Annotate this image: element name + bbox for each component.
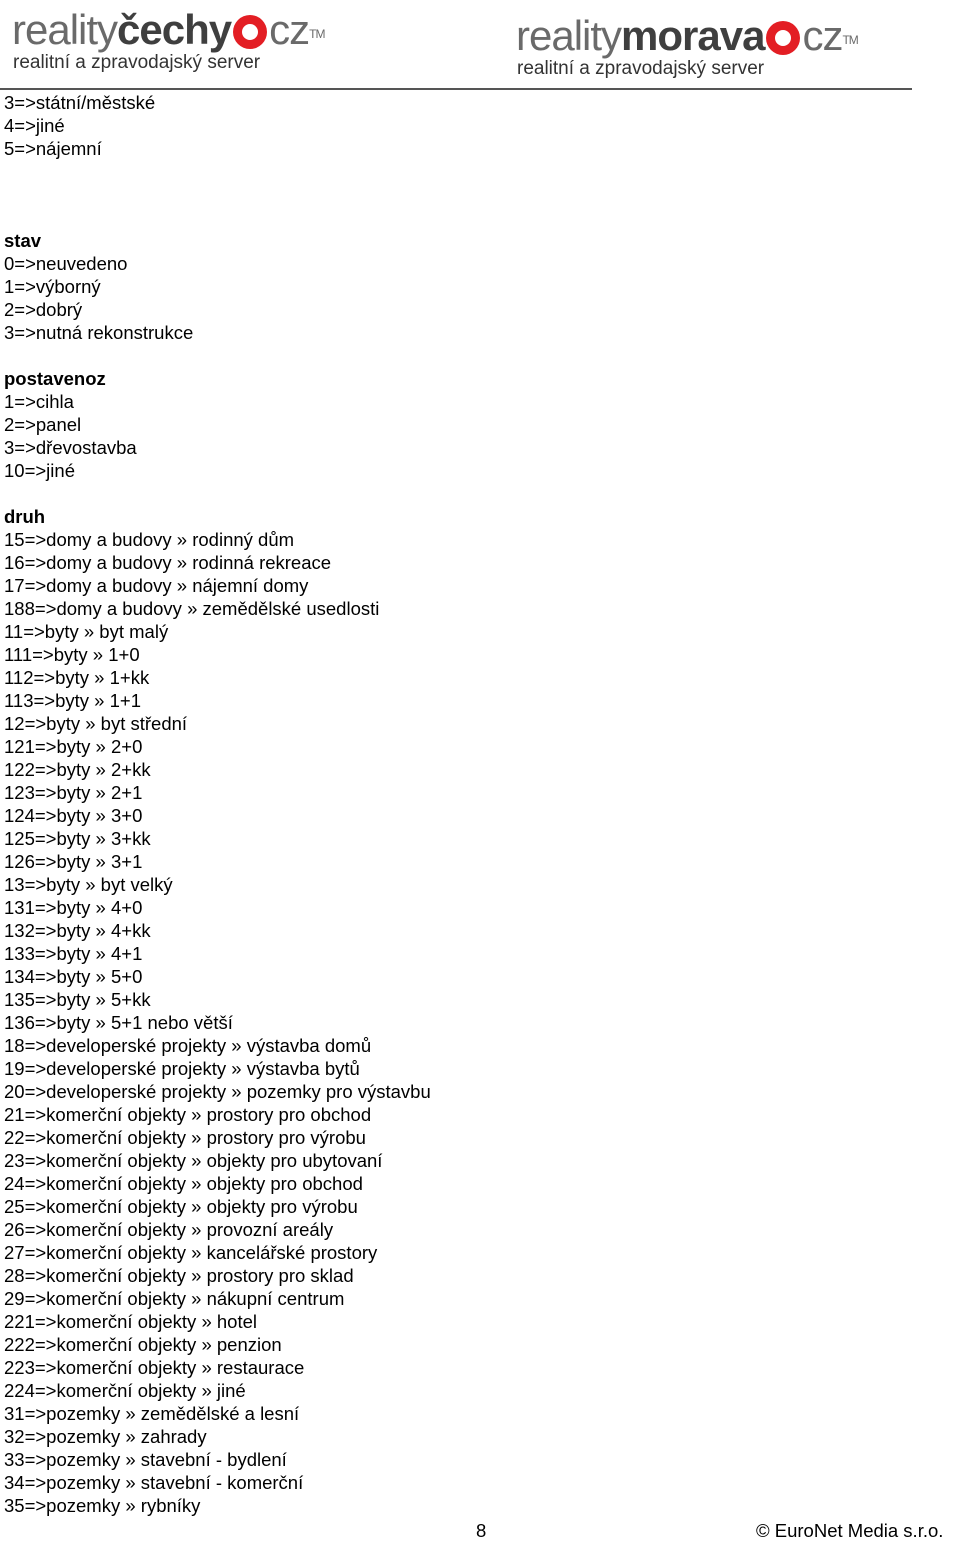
list-item: 13=>byty » byt velký	[4, 874, 173, 895]
list-item: 2=>dobrý	[4, 299, 83, 320]
list-item: 32=>pozemky » zahrady	[4, 1426, 207, 1447]
list-item: 136=>byty » 5+1 nebo větší	[4, 1012, 233, 1033]
list-item: 121=>byty » 2+0	[4, 736, 143, 757]
realitycechy-logo[interactable]	[12, 6, 324, 74]
list-item: 31=>pozemky » zemědělské a lesní	[4, 1403, 300, 1424]
list-item: 111=>byty » 1+0	[4, 644, 140, 665]
list-item: 123=>byty » 2+1	[4, 782, 143, 803]
list-item: 24=>komerční objekty » objekty pro obchod	[4, 1173, 363, 1194]
spacer	[4, 482, 904, 505]
logo-prefix: reality	[12, 6, 118, 53]
logo-wordmark	[516, 12, 858, 60]
list-item: 3=>nutná rekonstrukce	[4, 322, 194, 343]
page-header	[0, 0, 960, 92]
logo-brand: čechy	[117, 6, 232, 53]
list-item: 12=>byty » byt střední	[4, 713, 188, 734]
list-item: 16=>domy a budovy » rodinná rekreace	[4, 552, 332, 573]
list-item: 224=>komerční objekty » jiné	[4, 1380, 246, 1401]
list-item: 11=>byty » byt malý	[4, 621, 169, 642]
list-item: 15=>domy a budovy » rodinný dům	[4, 529, 295, 550]
logo-dot-icon	[766, 21, 800, 55]
list-item: 1=>výborný	[4, 276, 101, 297]
list-item: 34=>pozemky » stavební - komerční	[4, 1472, 304, 1493]
copyright-notice: © EuroNet Media s.r.o.	[756, 1520, 944, 1541]
spacer	[4, 344, 904, 367]
page-number: 8	[476, 1520, 487, 1541]
list-item: 3=>státní/městské	[4, 92, 156, 113]
list-item: 20=>developerské projekty » pozemky pro výstavbu	[4, 1081, 431, 1102]
logo-tagline: realitní a zpravodajský server	[517, 58, 765, 79]
logo-trademark: TM	[309, 27, 325, 41]
logo-wordmark	[12, 6, 324, 54]
logo-dot-icon	[233, 15, 267, 49]
list-item: 188=>domy a budovy » zemědělské usedlosti	[4, 598, 380, 619]
list-item: 135=>byty » 5+kk	[4, 989, 151, 1010]
list-item: 35=>pozemky » rybníky	[4, 1495, 201, 1516]
list-item: 25=>komerční objekty » objekty pro výrobu	[4, 1196, 358, 1217]
list-item: 126=>byty » 3+1	[4, 851, 143, 872]
list-item: 122=>byty » 2+kk	[4, 759, 151, 780]
list-item: 18=>developerské projekty » výstavba domů	[4, 1035, 372, 1056]
list-item: 23=>komerční objekty » objekty pro ubytovaní	[4, 1150, 383, 1171]
list-item: 5=>nájemní	[4, 138, 102, 159]
list-item: 2=>panel	[4, 414, 82, 435]
list-item: 33=>pozemky » stavební - bydlení	[4, 1449, 287, 1470]
list-item: 26=>komerční objekty » provozní areály	[4, 1219, 334, 1240]
list-item: 221=>komerční objekty » hotel	[4, 1311, 257, 1332]
list-item: 223=>komerční objekty » restaurace	[4, 1357, 305, 1378]
logo-brand: morava	[621, 12, 765, 59]
list-item: 134=>byty » 5+0	[4, 966, 143, 987]
section-title-postavenoz: postavenoz	[4, 368, 106, 389]
list-item: 112=>byty » 1+kk	[4, 667, 150, 688]
logo-suffix: cz	[269, 6, 310, 53]
list-item: 113=>byty » 1+1	[4, 690, 141, 711]
list-item: 22=>komerční objekty » prostory pro výrobu	[4, 1127, 366, 1148]
list-item: 4=>jiné	[4, 115, 65, 136]
spacer	[4, 160, 904, 229]
realitymorava-logo[interactable]	[516, 12, 858, 80]
list-item: 131=>byty » 4+0	[4, 897, 143, 918]
logo-trademark: TM	[842, 33, 858, 47]
section-title-druh: druh	[4, 506, 46, 527]
logo-prefix: reality	[516, 12, 622, 59]
list-item: 19=>developerské projekty » výstavba bytů	[4, 1058, 360, 1079]
logo-suffix: cz	[802, 12, 843, 59]
list-item: 10=>jiné	[4, 460, 75, 481]
document-body	[4, 91, 904, 1517]
header-divider	[0, 88, 912, 90]
list-item: 1=>cihla	[4, 391, 74, 412]
logo-tagline: realitní a zpravodajský server	[13, 52, 261, 73]
list-item: 21=>komerční objekty » prostory pro obchod	[4, 1104, 372, 1125]
list-item: 27=>komerční objekty » kancelářské prostory	[4, 1242, 378, 1263]
list-item: 29=>komerční objekty » nákupní centrum	[4, 1288, 345, 1309]
list-item: 132=>byty » 4+kk	[4, 920, 151, 941]
list-item: 3=>dřevostavba	[4, 437, 137, 458]
section-title-stav: stav	[4, 230, 42, 251]
list-item: 222=>komerční objekty » penzion	[4, 1334, 282, 1355]
list-item: 125=>byty » 3+kk	[4, 828, 151, 849]
list-item: 17=>domy a budovy » nájemní domy	[4, 575, 309, 596]
list-item: 133=>byty » 4+1	[4, 943, 143, 964]
list-item: 28=>komerční objekty » prostory pro sklad	[4, 1265, 354, 1286]
list-item: 124=>byty » 3+0	[4, 805, 143, 826]
list-item: 0=>neuvedeno	[4, 253, 128, 274]
